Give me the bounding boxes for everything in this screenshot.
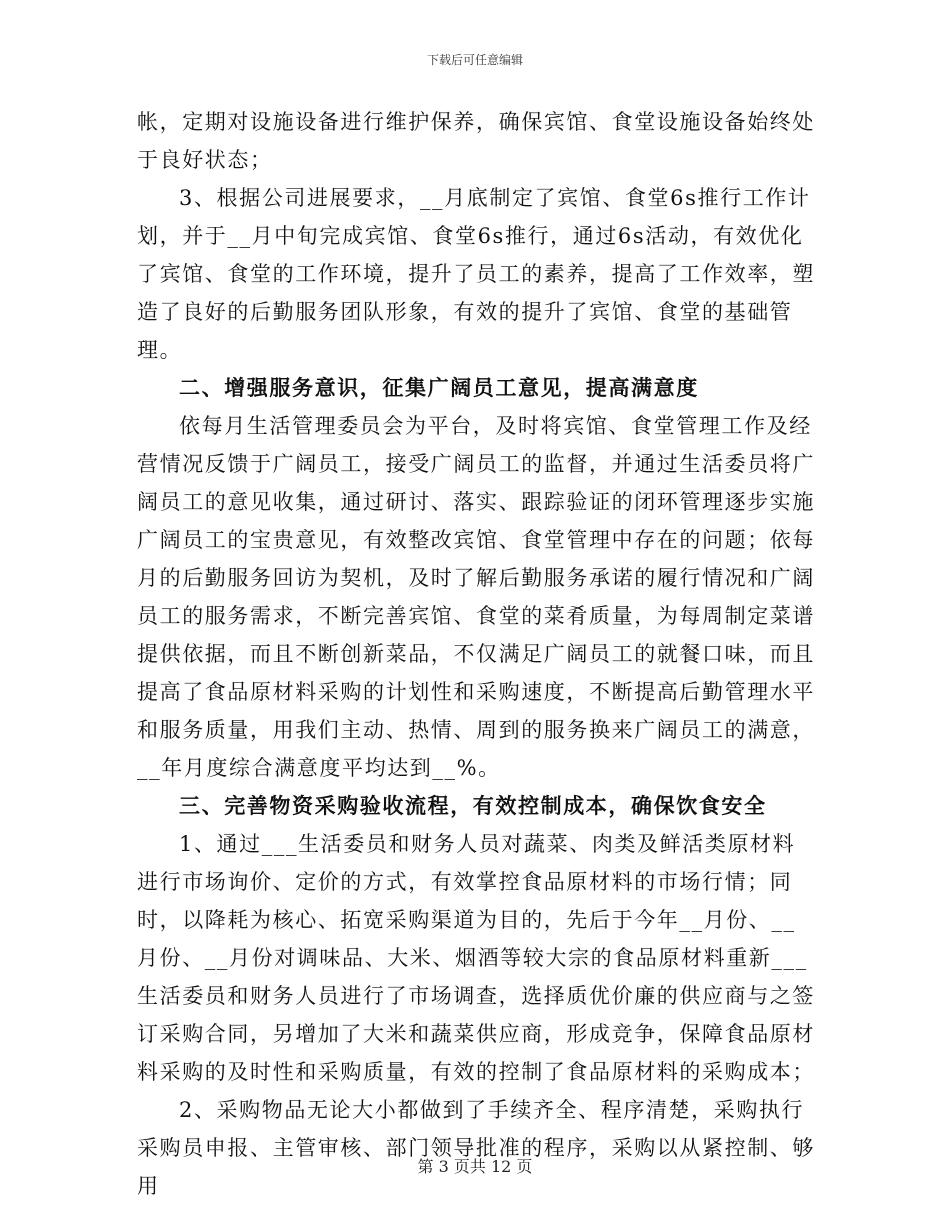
section-heading-3: 三、完善物资采购验收流程，有效控制成本，确保饮食安全 (179, 793, 767, 818)
paragraph-item-2: 2、采购物品无论大小都做到了手续齐全、程序清楚，采购执行采购员申报、主管审核、部门领导批准的程序，采购以从紧控制、够用 (137, 1098, 815, 1198)
paragraph-service-feedback: 依每月生活管理委员会为平台，及时将宾馆、食堂管理工作及经营情况反馈于广阔员工，接受广阔员工的监督，并通过生活委员将广阔员工的意见收集，通过研讨、落实、跟踪验证的闭环管理逐步实施广阔员工的宝贵意见，有效整改宾馆、食堂管理中存在的问题；依每月的后勤服务回访为契机，及时了解后勤服务承诺的履行情况和广阔员工的服务需求，不断完善宾馆、食堂的菜肴质量，为每周制定菜谱提供依据，而且不断创新菜品，不仅满足广阔员工的就餐口味，而且提高了食品原材料采购的计划性和采购速度，不断提高后勤管理水平和服务质量，用我们主动、热情、周到的服务换来广阔员工的满意，__年月度综合满意度平均达到__%。 (137, 414, 815, 780)
page-number: 第 3 页共 12 页 (417, 1157, 533, 1176)
paragraph-item-3: 3、根据公司进展要求，__月底制定了宾馆、食堂6s推行工作计划，并于__月中旬完成宾馆、食堂6s推行，通过6s活动，有效优化了宾馆、食堂的工作环境，提升了员工的素养，提高了工作效率，塑造了良好的后勤服务团队形象，有效的提升了宾馆、食堂的基础管理。 (137, 186, 815, 362)
section-heading-2: 二、增强服务意识，征集广阔员工意见，提高满意度 (179, 375, 699, 400)
paragraph-item-1: 1、通过___生活委员和财务人员对蔬菜、肉类及鲜活类原材料进行市场询价、定价的方式，有效掌控食品原材料的市场行情；同时，以降耗为核心、拓宽采购渠道为目的，先后于今年__月份、__月份、__月份对调味品、大米、烟酒等较大宗的食品原材料重新___生活委员和财务人员进行了市场调查，选择质优价廉的供应商与之签订采购合同，另增加了大米和蔬菜供应商，形成竞争，保障食品原材料采购的及时性和采购质量，有效的控制了食品原材料的采购成本； (137, 832, 815, 1084)
page-header: 下载后可任意编辑 (426, 53, 523, 67)
paragraph-continuation: 帐，定期对设施设备进行维护保养，确保宾馆、食堂设施设备始终处于良好状态； (137, 110, 815, 172)
document-body (137, 103, 817, 1205)
